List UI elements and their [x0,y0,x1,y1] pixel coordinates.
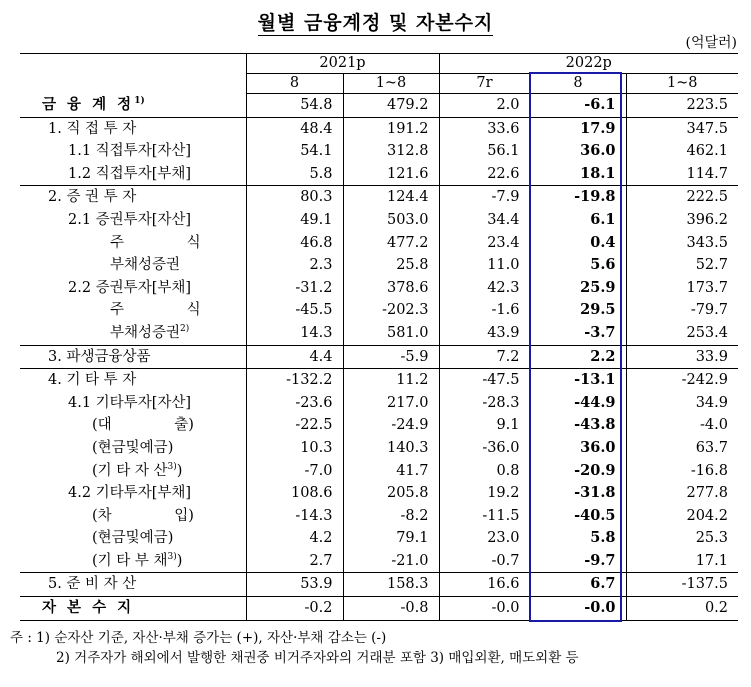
header-col-2022-8: 8 [530,74,626,94]
cell-2021-1-8: 479.2 [343,94,439,118]
cell-2022-1-8: 396.2 [626,209,738,232]
cell-2022-7r: -1.6 [439,299,530,322]
row-label [20,392,246,415]
cell-2022-1-8: 52.7 [626,254,738,277]
cell-2022-1-8: -16.8 [626,460,738,483]
cell-2021-8: 80.3 [246,186,343,209]
cell-2021-8: -7.0 [246,460,343,483]
cell-2022-1-8: 253.4 [626,322,738,345]
row-label [20,186,246,209]
header-col-2022-1-8: 1~8 [626,74,738,94]
cell-2022-1-8: 34.9 [626,392,738,415]
cell-2022-1-8: 343.5 [626,232,738,255]
row-label [20,322,246,345]
cell-2022-7r: 19.2 [439,482,530,505]
cell-2021-8: 4.2 [246,527,343,550]
cell-2021-1-8: 503.0 [343,209,439,232]
cell-2022-7r: 43.9 [439,322,530,345]
row-label [20,163,246,186]
cell-2021-1-8: 25.8 [343,254,439,277]
row-label [20,209,246,232]
table-row [20,117,738,140]
table-row [20,299,738,322]
row-label [20,117,246,140]
cell-2021-1-8: 11.2 [343,369,439,392]
table-row [20,254,738,277]
row-label-text: (기 타 자 산 [92,462,168,479]
cell-2022-7r: -36.0 [439,437,530,460]
page-title-text: 월별 금융계정 및 자본수지 [257,12,494,34]
cell-2021-8: 2.3 [246,254,343,277]
cell-2022-1-8: 204.2 [626,505,738,528]
financial-account-table [20,53,738,621]
row-label [20,527,246,550]
cell-2021-8: -45.5 [246,299,343,322]
row-label [20,94,246,118]
cell-2022-1-8: 63.7 [626,437,738,460]
row-label [20,460,246,483]
row-label-text: 2.2 증권투자[부채] [68,279,192,296]
cell-2021-1-8: 121.6 [343,163,439,186]
cell-2022-8: -9.7 [530,550,626,573]
cell-2022-7r: -11.5 [439,505,530,528]
cell-2022-8: -0.0 [530,597,626,621]
cell-2022-8: 29.5 [530,299,626,322]
header-year-2022: 2022p [439,54,738,74]
cell-2022-8: -6.1 [530,94,626,118]
cell-2021-1-8: -21.0 [343,550,439,573]
header-col-2021-8: 8 [246,74,343,94]
table-row [20,94,738,118]
cell-2022-8: 0.4 [530,232,626,255]
cell-2021-1-8: 79.1 [343,527,439,550]
cell-2021-8: 46.8 [246,232,343,255]
row-label [20,482,246,505]
cell-2022-7r: -47.5 [439,369,530,392]
row-label-text: 2. 증 권 투 자 [48,189,137,206]
cell-2022-8: 2.2 [530,345,626,369]
table-body [20,94,738,621]
cell-2022-1-8: 114.7 [626,163,738,186]
row-label-text: 주 식 [110,302,201,319]
cell-2022-8: 18.1 [530,163,626,186]
footnote-line-2: 2) 거주자가 해외에서 발행한 채권중 비거주자와의 거래분 포함 3) 매입외환, 매도외환 등 [56,650,579,666]
row-label-text: 1.2 직접투자[부채] [68,165,192,182]
table-row [20,527,738,550]
cell-2021-8: -22.5 [246,414,343,437]
cell-2021-8: -23.6 [246,392,343,415]
row-label [20,299,246,322]
cell-2022-1-8: 222.5 [626,186,738,209]
cell-2021-1-8: -8.2 [343,505,439,528]
row-label [20,550,246,573]
row-label-text: 금 융 계 정 [42,95,135,113]
table-row [20,232,738,255]
row-label [20,597,246,621]
cell-2021-8: 5.8 [246,163,343,186]
cell-2022-8: 6.7 [530,573,626,597]
cell-2022-1-8: 347.5 [626,117,738,140]
footnote-marker: 3) [167,461,177,472]
unit-label: (억달러) [685,35,737,51]
cell-2022-8: -19.8 [530,186,626,209]
cell-2022-7r: 23.0 [439,527,530,550]
footnote-line-1: 주 : 1) 순자산 기준, 자산·부채 증가는 (+), 자산·부채 감소는 (-) [10,630,387,646]
row-label-text: 3. 파생금융상품 [48,348,151,365]
footnote-marker: 3) [167,552,177,563]
table-row [20,414,738,437]
cell-2021-1-8: -202.3 [343,299,439,322]
row-label-tail: ) [176,552,183,569]
table-row [20,277,738,300]
cell-2022-1-8: -4.0 [626,414,738,437]
cell-2021-1-8: 41.7 [343,460,439,483]
row-label [20,254,246,277]
cell-2021-8: -14.3 [246,505,343,528]
row-label-text: (현금및예금) [92,439,174,456]
row-label [20,369,246,392]
cell-2022-7r: -0.7 [439,550,530,573]
cell-2021-8: 53.9 [246,573,343,597]
cell-2022-1-8: 17.1 [626,550,738,573]
cell-2022-8: 25.9 [530,277,626,300]
cell-2022-1-8: -242.9 [626,369,738,392]
cell-2021-1-8: -5.9 [343,345,439,369]
table-row [20,345,738,369]
cell-2022-7r: -0.0 [439,597,530,621]
header-row-years [20,54,738,74]
cell-2022-1-8: 173.7 [626,277,738,300]
cell-2021-8: 49.1 [246,209,343,232]
cell-2022-1-8: 223.5 [626,94,738,118]
cell-2022-7r: 42.3 [439,277,530,300]
cell-2022-7r: 2.0 [439,94,530,118]
cell-2022-7r: -28.3 [439,392,530,415]
row-label [20,573,246,597]
cell-2021-1-8: 312.8 [343,140,439,163]
cell-2021-8: 2.7 [246,550,343,573]
cell-2022-7r: 0.8 [439,460,530,483]
cell-2021-1-8: 158.3 [343,573,439,597]
cell-2022-8: 5.8 [530,527,626,550]
cell-2022-1-8: 462.1 [626,140,738,163]
cell-2021-8: 10.3 [246,437,343,460]
header-col-2021-1-8: 1~8 [343,74,439,94]
row-label-tail: ) [176,462,183,479]
table-row [20,369,738,392]
header-year-2021: 2021p [246,54,439,74]
table-row [20,460,738,483]
table-row [20,550,738,573]
row-label-text: 부채성증권 [110,324,181,341]
cell-2022-1-8: 25.3 [626,527,738,550]
row-label-text: (차 입) [92,507,194,524]
row-label-text: 5. 준 비 자 산 [48,576,137,593]
cell-2022-8: 17.9 [530,117,626,140]
cell-2022-7r: 16.6 [439,573,530,597]
table-row [20,505,738,528]
cell-2022-1-8: -137.5 [626,573,738,597]
cell-2022-8: -40.5 [530,505,626,528]
cell-2021-1-8: 477.2 [343,232,439,255]
cell-2021-1-8: -24.9 [343,414,439,437]
cell-2022-7r: 7.2 [439,345,530,369]
cell-2021-8: -132.2 [246,369,343,392]
cell-2022-7r: 56.1 [439,140,530,163]
table-row [20,482,738,505]
table-row [20,322,738,345]
footnote-marker: 1) [134,95,145,106]
row-label-text: 1. 직 접 투 자 [48,120,137,137]
cell-2021-1-8: -0.8 [343,597,439,621]
table-row [20,392,738,415]
table-row [20,186,738,209]
cell-2022-8: 5.6 [530,254,626,277]
row-label-text: 4.1 기타투자[자산] [68,394,192,411]
cell-2021-8: 108.6 [246,482,343,505]
cell-2022-7r: 23.4 [439,232,530,255]
row-label [20,345,246,369]
cell-2022-1-8: 0.2 [626,597,738,621]
table-row [20,437,738,460]
cell-2022-7r: 9.1 [439,414,530,437]
row-label-text: 주 식 [110,234,201,251]
table-row [20,209,738,232]
cell-2022-1-8: -79.7 [626,299,738,322]
cell-2022-8: 36.0 [530,437,626,460]
cell-2021-8: -31.2 [246,277,343,300]
row-label-text: (기 타 부 채 [92,552,168,569]
cell-2021-1-8: 124.4 [343,186,439,209]
page-title [0,8,751,35]
row-label-text: (현금및예금) [92,530,174,547]
cell-2021-1-8: 217.0 [343,392,439,415]
table-row [20,597,738,621]
cell-2022-8: -3.7 [530,322,626,345]
cell-2022-7r: 33.6 [439,117,530,140]
row-label [20,277,246,300]
row-label-text: 4. 기 타 투 자 [48,372,137,389]
footnote-marker: 2) [180,324,190,335]
row-label-text: 자 본 수 지 [42,599,135,617]
row-label [20,505,246,528]
cell-2021-1-8: 140.3 [343,437,439,460]
cell-2022-8: -44.9 [530,392,626,415]
cell-2021-8: 14.3 [246,322,343,345]
row-label-text: 1.1 직접투자[자산] [68,143,192,160]
cell-2022-7r: -7.9 [439,186,530,209]
table-row [20,140,738,163]
cell-2021-1-8: 191.2 [343,117,439,140]
cell-2022-8: -13.1 [530,369,626,392]
cell-2021-8: 4.4 [246,345,343,369]
cell-2022-8: 6.1 [530,209,626,232]
row-label-text: 2.1 증권투자[자산] [68,211,192,228]
cell-2021-8: -0.2 [246,597,343,621]
cell-2022-7r: 34.4 [439,209,530,232]
row-label [20,437,246,460]
cell-2022-1-8: 277.8 [626,482,738,505]
cell-2021-8: 48.4 [246,117,343,140]
row-label-text: (대 출) [92,417,194,434]
cell-2022-1-8: 33.9 [626,345,738,369]
cell-2022-7r: 11.0 [439,254,530,277]
header-corner [20,54,246,94]
table-row [20,573,738,597]
cell-2021-1-8: 378.6 [343,277,439,300]
cell-2022-7r: 22.6 [439,163,530,186]
row-label-text: 부채성증권 [110,257,181,274]
cell-2022-8: -20.9 [530,460,626,483]
cell-2021-8: 54.8 [246,94,343,118]
cell-2021-1-8: 581.0 [343,322,439,345]
cell-2021-1-8: 205.8 [343,482,439,505]
row-label [20,232,246,255]
header-col-2022-7r: 7r [439,74,530,94]
cell-2022-8: 36.0 [530,140,626,163]
row-label [20,140,246,163]
row-label-text: 4.2 기타투자[부채] [68,485,192,502]
row-label [20,414,246,437]
table-row [20,163,738,186]
cell-2022-8: -31.8 [530,482,626,505]
cell-2022-8: -43.8 [530,414,626,437]
cell-2021-8: 54.1 [246,140,343,163]
